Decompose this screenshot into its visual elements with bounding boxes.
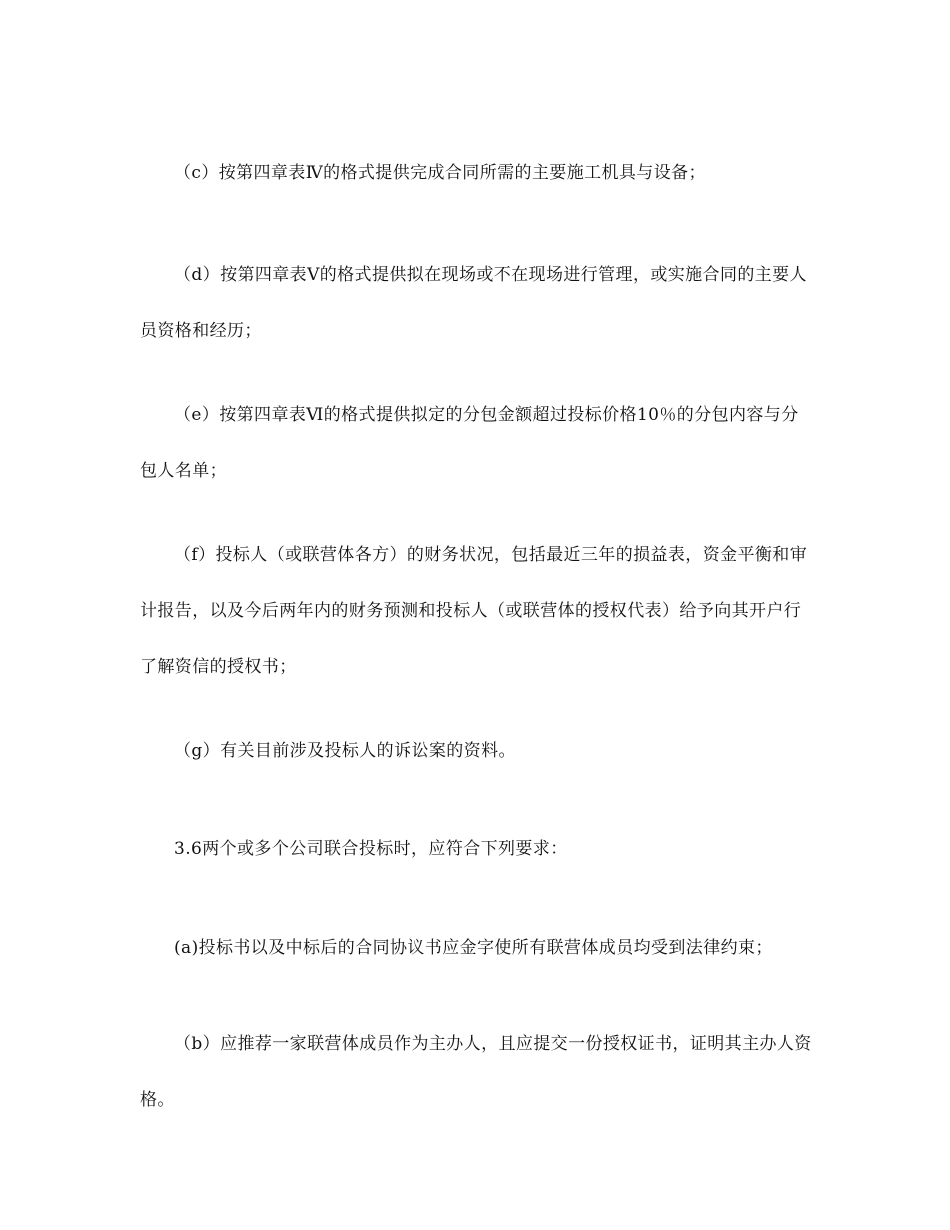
- section-3-6-heading: 3.6两个或多个公司联合投标时，应符合下列要求：: [174, 839, 568, 859]
- paragraph-e-subcontract: （e）按第四章表Ⅵ的格式提供拟定的分包金额超过投标价格10％的分包内容与分包人名单；: [140, 405, 799, 481]
- paragraph-g-litigation: （g）有关目前涉及投标人的诉讼案的资料。: [174, 741, 516, 761]
- paragraph-a-binding: (a)投标书以及中标后的合同协议书应金字使所有联营体成员均受到法律约束；: [174, 938, 773, 958]
- paragraph-d-personnel: （d）按第四章表Ⅴ的格式提供拟在现场或不在现场进行管理，或实施合同的主要人员资格和经历；: [140, 265, 807, 341]
- paragraph-f-financial: （f）投标人（或联营体各方）的财务状况，包括最近三年的损益表，资金平衡和审计报告，以及今后两年内的财务预测和投标人（或联营体的授权代表）给予向其开户行了解资信的授权书；: [140, 545, 808, 677]
- paragraph-b-lead-member: （b）应推荐一家联营体成员作为主办人，且应提交一份授权证书，证明其主办人资格。: [140, 1034, 812, 1110]
- paragraph-c-equipment: （c）按第四章表Ⅳ的格式提供完成合同所需的主要施工机具与设备；: [174, 163, 706, 183]
